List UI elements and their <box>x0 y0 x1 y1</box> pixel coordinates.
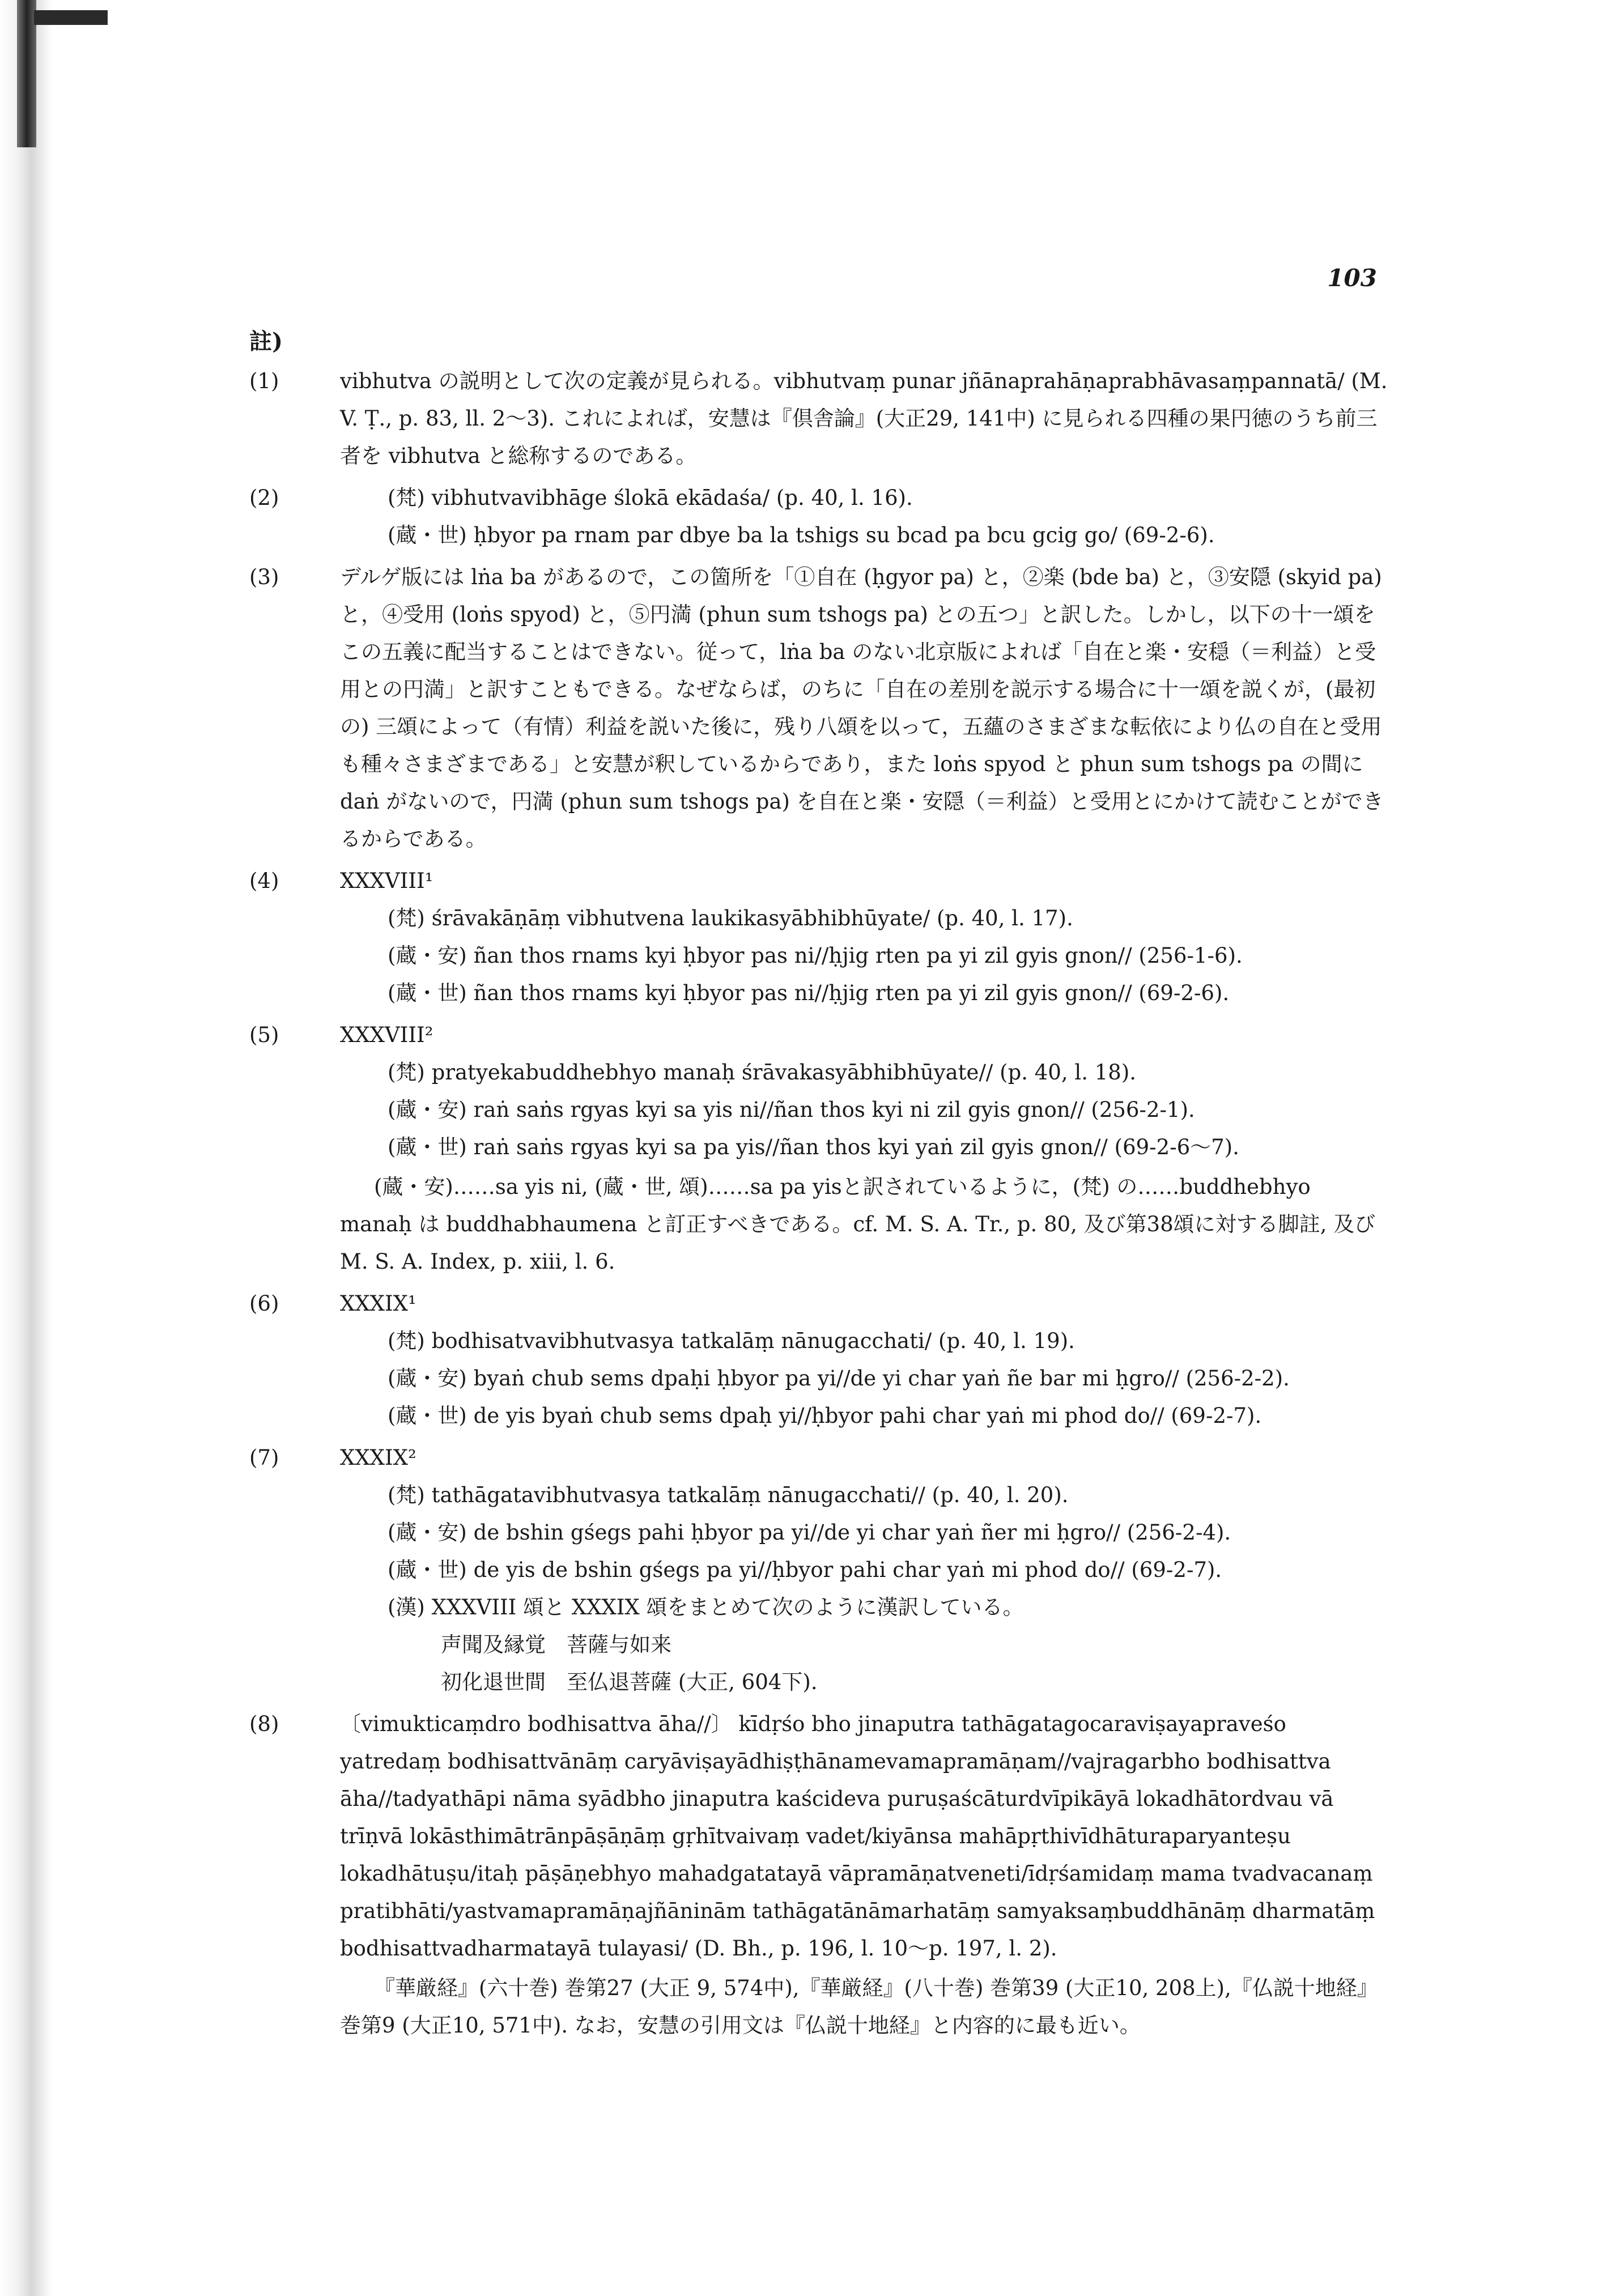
note-number: (2) <box>249 486 279 510</box>
note-number: (8) <box>249 1712 279 1736</box>
note-number: (3) <box>249 565 279 589</box>
verse-label: XXXVIII¹ <box>340 869 433 893</box>
chinese-verse-line: 声聞及縁覚 菩薩与如来 <box>388 1632 672 1657</box>
note-line: (蔵・世) de yis de bshin gśegs pa yi//ḥbyor pahi char yaṅ mi phod do// (69-2-7). <box>388 1558 1222 1582</box>
note-number: (6) <box>249 1291 279 1316</box>
note-line: (蔵・世) ñan thos rnams kyi ḥbyor pas ni//ḥjig rten pa yi zil gyis gnon// (69-2-6). <box>388 981 1230 1005</box>
note-line: (蔵・世) ḥbyor pa rnam par dbye ba la tshigs su bcad pa bcu gcig go/ (69-2-6). <box>388 523 1215 547</box>
page-number: 103 <box>1327 264 1377 292</box>
note-line: (蔵・世) raṅ saṅs rgyas kyi sa pa yis//ñan thos kyi yaṅ zil gyis gnon// (69-2-6〜7). <box>388 1135 1239 1159</box>
note-number: (1) <box>249 369 279 393</box>
binding-edge <box>0 0 52 2296</box>
note-6 <box>249 1285 1388 1435</box>
note-line: (蔵・世) de yis byaṅ chub sems dpaḥ yi//ḥbyor pahi char yaṅ mi phod do// (69-2-7). <box>388 1404 1262 1428</box>
note-line: (蔵・安) ñan thos rnams kyi ḥbyor pas ni//ḥjig rten pa yi zil gyis gnon// (256-1-6). <box>388 943 1243 968</box>
chinese-verse-line: 初化退世間 至仏退菩薩 (大正, 604下). <box>388 1670 818 1694</box>
note-5 <box>249 1017 1388 1281</box>
note-line: (梵) pratyekabuddhebhyo manaḥ śrāvakasyābhibhūyate// (p. 40, l. 18). <box>388 1060 1137 1085</box>
notes-section <box>249 323 1388 2049</box>
note-text: 〔vimukticaṃdro bodhisattva āha//〕 kīdṛśo bho jinaputra tathāgatagocaraviṣayapraveśo yatredaṃ bodhisattvānāṃ caryāviṣayādhiṣṭhānamevamapramāṇam//vajragarbho bodhisattva āha//tadyathāpi nāma syādbho jinaputra kaścideva puruṣaścāturdvīpikāyā lokadhātordvau vā trīṇvā lokāsthimātrānpāṣāṇāṃ gṛhītvaivaṃ vadet/kiyānsa mahāpṛthivīdhāturaparyanteṣu lokadhātuṣu/itaḥ pāṣāṇebhyo mahadgatatayā vāpramāṇatveneti/īdṛśamidaṃ mama tvadvacanaṃ pratibhāti/yastvamapramāṇajñāninām tathāgatānāmarhatāṃ samyaksaṃbuddhānāṃ dharmatāṃ bodhisattvadharmatayā tulayasi/ (D. Bh., p. 196, l. 10〜p. 197, l. 2). <box>340 1712 1375 1961</box>
note-number: (4) <box>249 869 279 893</box>
notes-heading: 註) <box>249 328 283 355</box>
note-line: (梵) bodhisatvavibhutvasya tatkalāṃ nānugacchati/ (p. 40, l. 19). <box>388 1329 1075 1353</box>
note-7 <box>249 1439 1388 1701</box>
verse-label: XXXVIII² <box>340 1023 433 1047</box>
note-2 <box>249 479 1388 554</box>
note-text: vibhutva の説明として次の定義が見られる。vibhutvaṃ punar jñānaprahāṇaprabhāvasaṃpannatā/ (M. V. Ṭ., p. 83, ll. 2〜3). これによれば，安慧は『倶舎論』(大正29, 141中) に見られる四種の果円徳のうち前三者を vibhutva と総称するのである。 <box>340 369 1388 468</box>
note-number: (7) <box>249 1445 279 1470</box>
note-1 <box>249 363 1388 475</box>
note-4 <box>249 862 1388 1012</box>
note-line: (蔵・安) raṅ saṅs rgyas kyi sa yis ni//ñan thos kyi ni zil gyis gnon// (256-2-1). <box>388 1098 1195 1122</box>
verse-label: XXXIX¹ <box>340 1291 416 1316</box>
note-3 <box>249 559 1388 858</box>
verse-label: XXXIX² <box>340 1445 416 1470</box>
note-line: (梵) tathāgatavibhutvasya tatkalāṃ nānugacchati// (p. 40, l. 20). <box>388 1483 1069 1507</box>
note-8 <box>249 1706 1388 2044</box>
binding-mark <box>34 10 108 25</box>
note-line: (漢) XXXVIII 頌と XXXIX 頌をまとめて次のように漢訳している。 <box>388 1595 1024 1619</box>
note-line: (蔵・安) byaṅ chub sems dpaḥi ḥbyor pa yi//de yi char yaṅ ñe bar mi ḥgro// (256-2-2). <box>388 1366 1290 1391</box>
note-number: (5) <box>249 1023 279 1047</box>
binding-shadow <box>17 0 36 147</box>
note-commentary: (蔵・安)……sa yis ni, (蔵・世, 頌)……sa pa yisと訳されているように，(梵) の……buddhebhyo manaḥ は buddhabhaumena と訂正すべきである。cf. M. S. A. Tr., p. 80, 及び第38頌に対する脚註, 及び M. S. A. Index, p. xiii, l. 6. <box>340 1175 1376 1274</box>
note-text: デルゲ版には lṅa ba があるので，この箇所を「①自在 (ḥgyor pa) と，②楽 (bde ba) と，③安隠 (skyid pa) と，④受用 (loṅs spyod) と，⑤円満 (phun sum tshogs pa) との五つ」と訳した。しかし，以下の十一頌をこの五義に配当することはできない。従って，lṅa ba のない北京版によれば「自在と楽・安穏（＝利益）と受用との円満」と訳すこともできる。なぜならば，のちに「自在の差別を説示する場合に十一頌を説くが，(最初の) 三頌によって（有情）利益を説いた後に，残り八頌を以って，五蘊のさまざまな転依により仏の自在と受用も種々さまざまである」と安慧が釈しているからであり，また loṅs spyod と phun sum tshogs pa の間に daṅ がないので，円満 (phun sum tshogs pa) を自在と楽・安隠（＝利益）と受用とにかけて読むことができるからである。 <box>340 565 1384 851</box>
note-line: (蔵・安) de bshin gśegs pahi ḥbyor pa yi//de yi char yaṅ ñer mi ḥgro// (256-2-4). <box>388 1520 1231 1545</box>
note-line: (梵) śrāvakāṇāṃ vibhutvena laukikasyābhibhūyate/ (p. 40, l. 17). <box>388 906 1073 930</box>
note-commentary: 『華厳経』(六十巻) 巻第27 (大正 9, 574中),『華厳経』(八十巻) 巻第39 (大正10, 208上),『仏説十地経』巻第9 (大正10, 571中). なお，安慧の引用文は『仏説十地経』と内容的に最も近い。 <box>340 1976 1378 2038</box>
note-line: (梵) vibhutvavibhāge ślokā ekādaśa/ (p. 40, l. 16). <box>388 486 913 510</box>
